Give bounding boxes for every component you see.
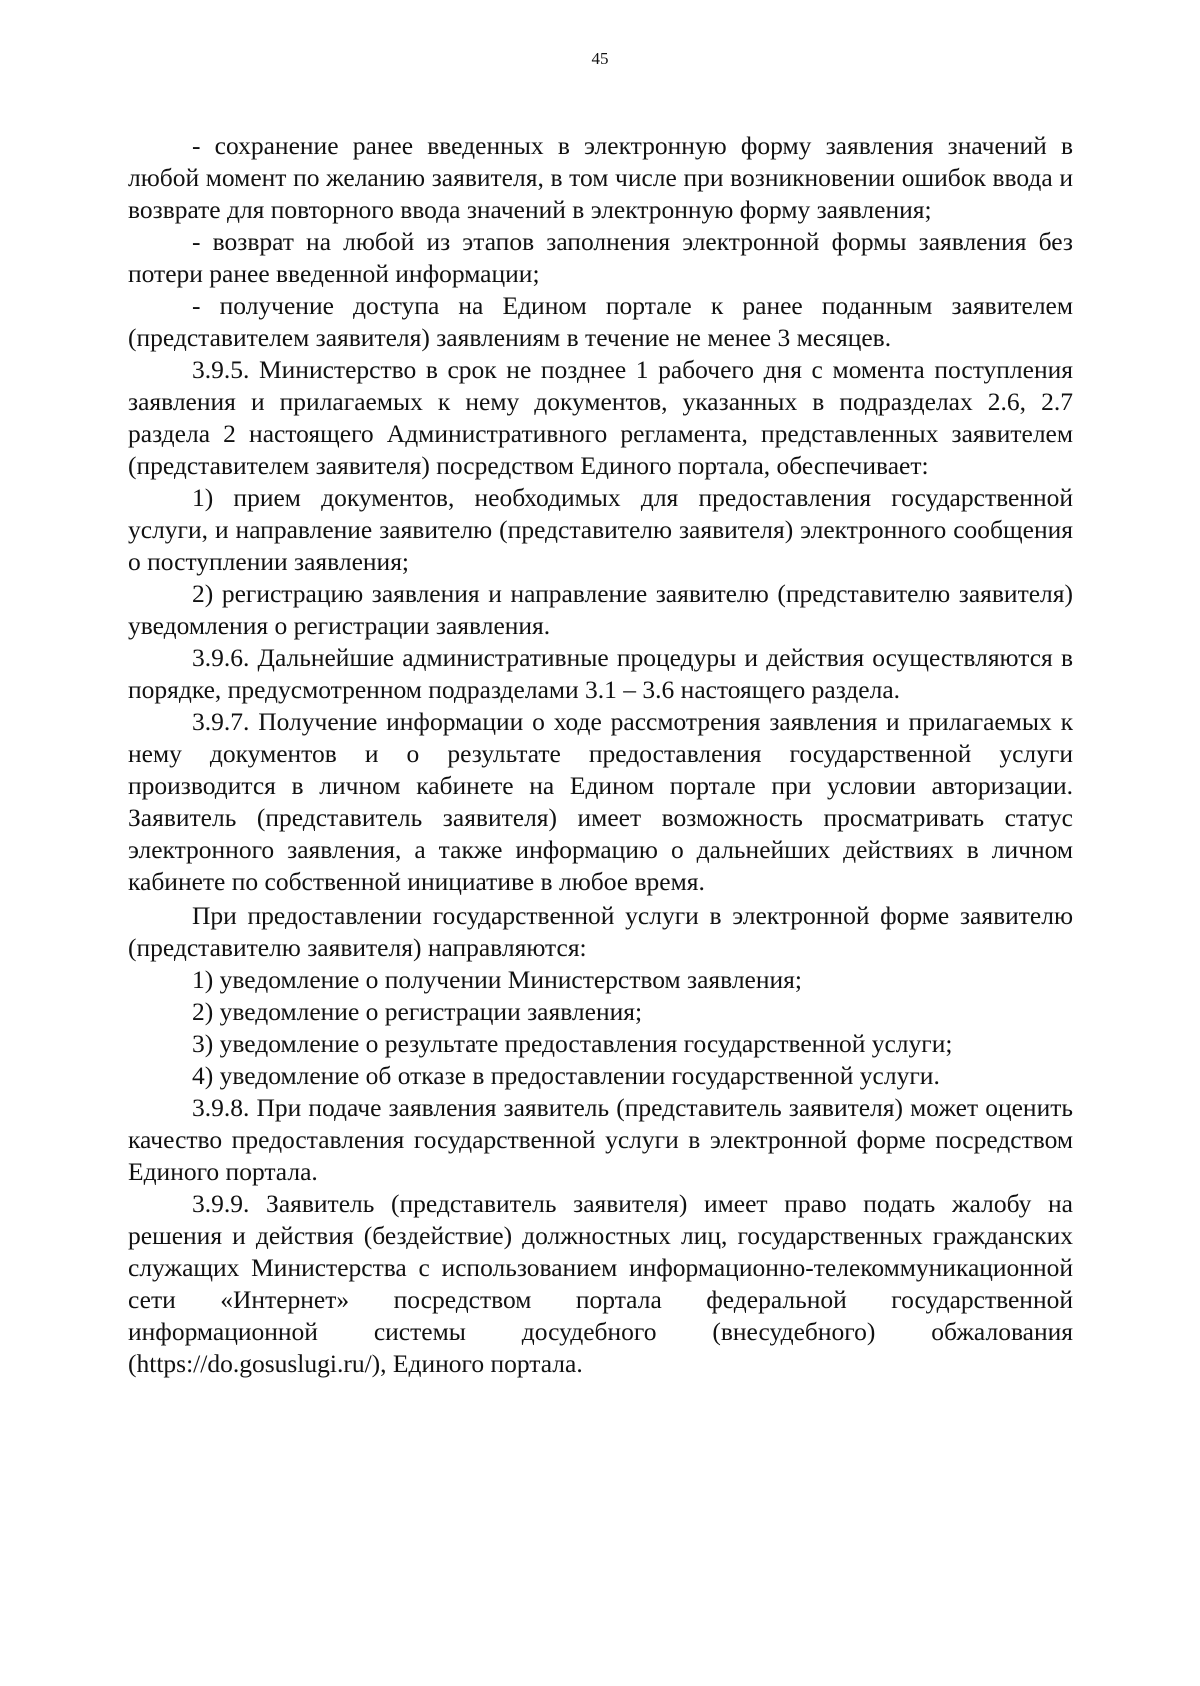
document-body <box>128 130 1073 1380</box>
paragraph-notifications-intro: При предоставлении государственной услуги в электронной форме заявителю (представителю заявителя) направляются: <box>128 901 1073 962</box>
paragraph-3-9-9: 3.9.9. Заявитель (представитель заявителя) имеет право подать жалобу на решения и действия (бездействие) должностных лиц, государственных гражданских служащих Министерства с использованием информационно-телекоммуникационной сети «Интернет» посредством портала федеральной государственной информационной системы досудебного (внесудебного) обжалования (https://do.gosuslugi.ru/), Единого портала. <box>128 1189 1073 1378</box>
paragraph-notification-1: 1) уведомление о получении Министерством заявления; <box>192 965 802 994</box>
paragraph-3-9-5: 3.9.5. Министерство в срок не позднее 1 рабочего дня с момента поступления заявления и прилагаемых к нему документов, указанных в подразделах 2.6, 2.7 раздела 2 настоящего Административного регламента, представленных заявителем (представителем заявителя) посредством Единого портала, обеспечивает: <box>128 355 1073 480</box>
paragraph-3-9-6: 3.9.6. Дальнейшие административные процедуры и действия осуществляются в порядке, предусмотренном подразделами 3.1 – 3.6 настоящего раздела. <box>128 643 1073 704</box>
paragraph-3-9-8: 3.9.8. При подаче заявления заявитель (представитель заявителя) может оценить качество предоставления государственной услуги в электронной форме посредством Единого портала. <box>128 1093 1073 1186</box>
paragraph-3-9-5-item-2: 2) регистрацию заявления и направление заявителю (представителю заявителя) уведомления о регистрации заявления. <box>128 579 1073 640</box>
paragraph-save-values: - сохранение ранее введенных в электронную форму заявления значений в любой момент по желанию заявителя, в том числе при возникновении ошибок ввода и возврате для повторного ввода значений в электронную форму заявления; <box>128 131 1073 224</box>
page-number: 45 <box>591 49 609 68</box>
paragraph-notification-2: 2) уведомление о регистрации заявления; <box>192 997 643 1026</box>
paragraph-notification-3: 3) уведомление о результате предоставления государственной услуги; <box>192 1029 953 1058</box>
paragraph-access-applications: - получение доступа на Едином портале к ранее поданным заявителем (представителем заявителя) заявлениям в течение не менее 3 месяцев. <box>128 291 1073 352</box>
paragraph-3-9-5-item-1: 1) прием документов, необходимых для предоставления государственной услуги, и направление заявителю (представителю заявителя) электронного сообщения о поступлении заявления; <box>128 483 1073 576</box>
paragraph-3-9-7: 3.9.7. Получение информации о ходе рассмотрения заявления и прилагаемых к нему документов и о результате предоставления государственной услуги производится в личном кабинете на Едином портале при условии авторизации. Заявитель (представитель заявителя) имеет возможность просматривать статус электронного заявления, а также информацию о дальнейших действиях в личном кабинете по собственной инициативе в любое время. <box>128 707 1073 896</box>
paragraph-return-step: - возврат на любой из этапов заполнения электронной формы заявления без потери ранее введенной информации; <box>128 227 1073 288</box>
paragraph-notification-4: 4) уведомление об отказе в предоставлении государственной услуги. <box>192 1061 940 1090</box>
